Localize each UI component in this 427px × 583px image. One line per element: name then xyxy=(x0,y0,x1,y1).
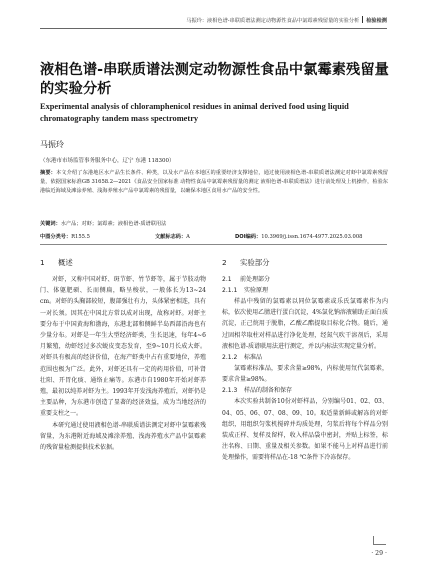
paragraph: 样品中残留的氯霉素以同位氯霉素或乐氏氯霉素作为内标，依次使用乙腈进行蛋白沉淀，4%氯化钠溶液辅助正面白质沉淀，正己烷用于脱脂，乙酸乙酯提取目标化合物。随后，通过固相萃取柱对样品进行净化处理，经氮气吹干溶剂后，采用液相色谱-质谱联用法进行测定，并以内标法实现定量分析。 xyxy=(222,298,388,350)
keywords-label: 关键词： xyxy=(40,221,61,227)
document-code xyxy=(155,233,190,242)
subsection-2-1-1-heading xyxy=(222,285,388,296)
doi xyxy=(235,233,362,242)
doi-value[interactable]: 10.3969/j.issn.1674-4977.2025.03.008 xyxy=(261,234,363,240)
meta-rule xyxy=(40,244,387,245)
document-code-label: 文献标志码： xyxy=(155,234,187,240)
paragraph: 对虾，又称中国对虾、斑节虾、竹节虾等，属于节肢动物门、体躯肥硕、长而侧扁，略呈梭状，一般体长为13~24 cm。对虾的头胸部较短，腹部强壮有力，头体紧密相连，具有一对长须。因其在中国北方常以成对出现，故称对虾。对虾主要分布于中国黄海和渤海，东港北部和侧鲜半岛西部沿海也有少量分布。对虾是一年生大型经济虾类，生长迅速，每年4~6月繁殖，幼虾经过多次蜕皮变态发育，至9~10月长成大虾。对虾具有极高的经济价值，在海产虾类中占有重要地位，养殖范围也极为广泛。此外，对虾还具有一定的药用价值，可补肾壮阳、开胃化痰、通络止痛等。东港市自1980年开始对虾养殖，最初以纯养对虾为主。1993年开发浅海养殖后，对虾仍是主要品种，为东港市创造了显著的经济效益，成为当地经济的重要支柱之一。 xyxy=(40,276,206,418)
left-column xyxy=(40,253,206,453)
author-affiliation: （东港市市场监管事务服务中心，辽宁 东港 118300） xyxy=(40,158,175,164)
section-1-heading xyxy=(40,257,206,268)
article-title-english: Experimental analysis of chloramphenicol residues in animal derived food using liquid chromatography tandem mass spectrometry xyxy=(40,102,349,123)
section-2-number: 2 xyxy=(222,258,227,267)
subsection-2-1-heading xyxy=(222,274,388,285)
section-1-number: 1 xyxy=(40,258,45,267)
subsection-title: 实验原理 xyxy=(244,287,269,294)
subsection-title: 样品的制备和保存 xyxy=(244,387,293,395)
section-1-title: 概述 xyxy=(58,258,73,267)
keywords-text: 水产品；对虾；氯霉素；液相色谱-质谱联用法 xyxy=(60,221,167,227)
abstract xyxy=(40,169,388,196)
section-2-heading xyxy=(222,257,388,268)
document-code-value: A xyxy=(186,234,190,240)
subsection-2-1-3-heading xyxy=(222,385,388,396)
abstract-label: 摘要： xyxy=(40,170,56,176)
right-column xyxy=(222,253,388,464)
paragraph: 本研究通过使用液相色谱-串联质谱法测定对虾中氯霉素残留量，为东港附近海域及滩涂养殖、浅海养殖水产品中氯霉素的残留量检测提供技术依据。 xyxy=(40,421,206,452)
clc-number xyxy=(40,233,90,242)
article-title-chinese: 液相色谱-串联质谱法测定动物源性食品中氯霉素残留量的实验分析 xyxy=(40,62,389,97)
page-number: · 29 · xyxy=(371,550,387,557)
section-2-title: 实验部分 xyxy=(240,258,270,267)
subsection-title: 前处理部分 xyxy=(240,276,271,283)
subsection-title: 标准品 xyxy=(244,354,263,362)
header-rule xyxy=(40,28,387,29)
clc-value: R155.5 xyxy=(71,234,90,240)
section-name: 检验检测 xyxy=(366,18,387,24)
subsection-number: 2.1 xyxy=(222,276,232,283)
paragraph: 氯霉素标准品，要求含量≥98%，内标使用氘代氯霉素，要求含量≥98%。 xyxy=(222,365,388,384)
header-divider xyxy=(362,16,363,23)
subsection-number: 2.1.3 xyxy=(222,387,238,395)
running-header xyxy=(0,14,427,28)
subsection-number: 2.1.1 xyxy=(222,287,238,294)
clc-label: 中图分类号： xyxy=(40,234,72,240)
subsection-number: 2.1.2 xyxy=(222,354,238,362)
author-name: 马振玲 xyxy=(40,140,64,149)
running-title: 马振玲：液相色谱-串联质谱法测定动物源性食品中氯霉素残留量的实验分析 xyxy=(186,18,360,24)
abstract-text: 本文介绍了东港地区水产品生长条件、种类，以及水产品在本地区的重要经济支撑地位，通过使用液相色谱-串联质谱法测定对虾中氯霉素残留量，依据国家标准GB 31658.2—2021《食品安全国家标准 动物性食品中氯霉素残留量的测定 液相色谱-串联质谱法》进行前处理及上机操作，检验东港临近海域及滩涂养殖、浅海养殖水产品中氯霉素的残留量，以确保本地区食用水产品的安全性。 xyxy=(40,170,388,195)
corner-mark xyxy=(373,536,386,545)
doi-label: DOI编码： xyxy=(235,234,262,240)
paragraph: 本次实验共制备10份对虾样品，分别编号01、02、03、04、05、06、07、08、09、10。取适量新鲜或解冻的对虾组织，用组织匀浆机搅碎并均质处理，匀浆后将每个样品分别装成正样、复样及留样，收入样品袋中密封，并贴上标签，标注名称、日期、重量及相关参数。如果不能马上对样品进行前处理操作，需要将样品在-18 ℃条件下冷冻保存。 xyxy=(222,398,388,462)
subsection-2-1-2-heading xyxy=(222,352,388,363)
keywords xyxy=(40,220,166,229)
